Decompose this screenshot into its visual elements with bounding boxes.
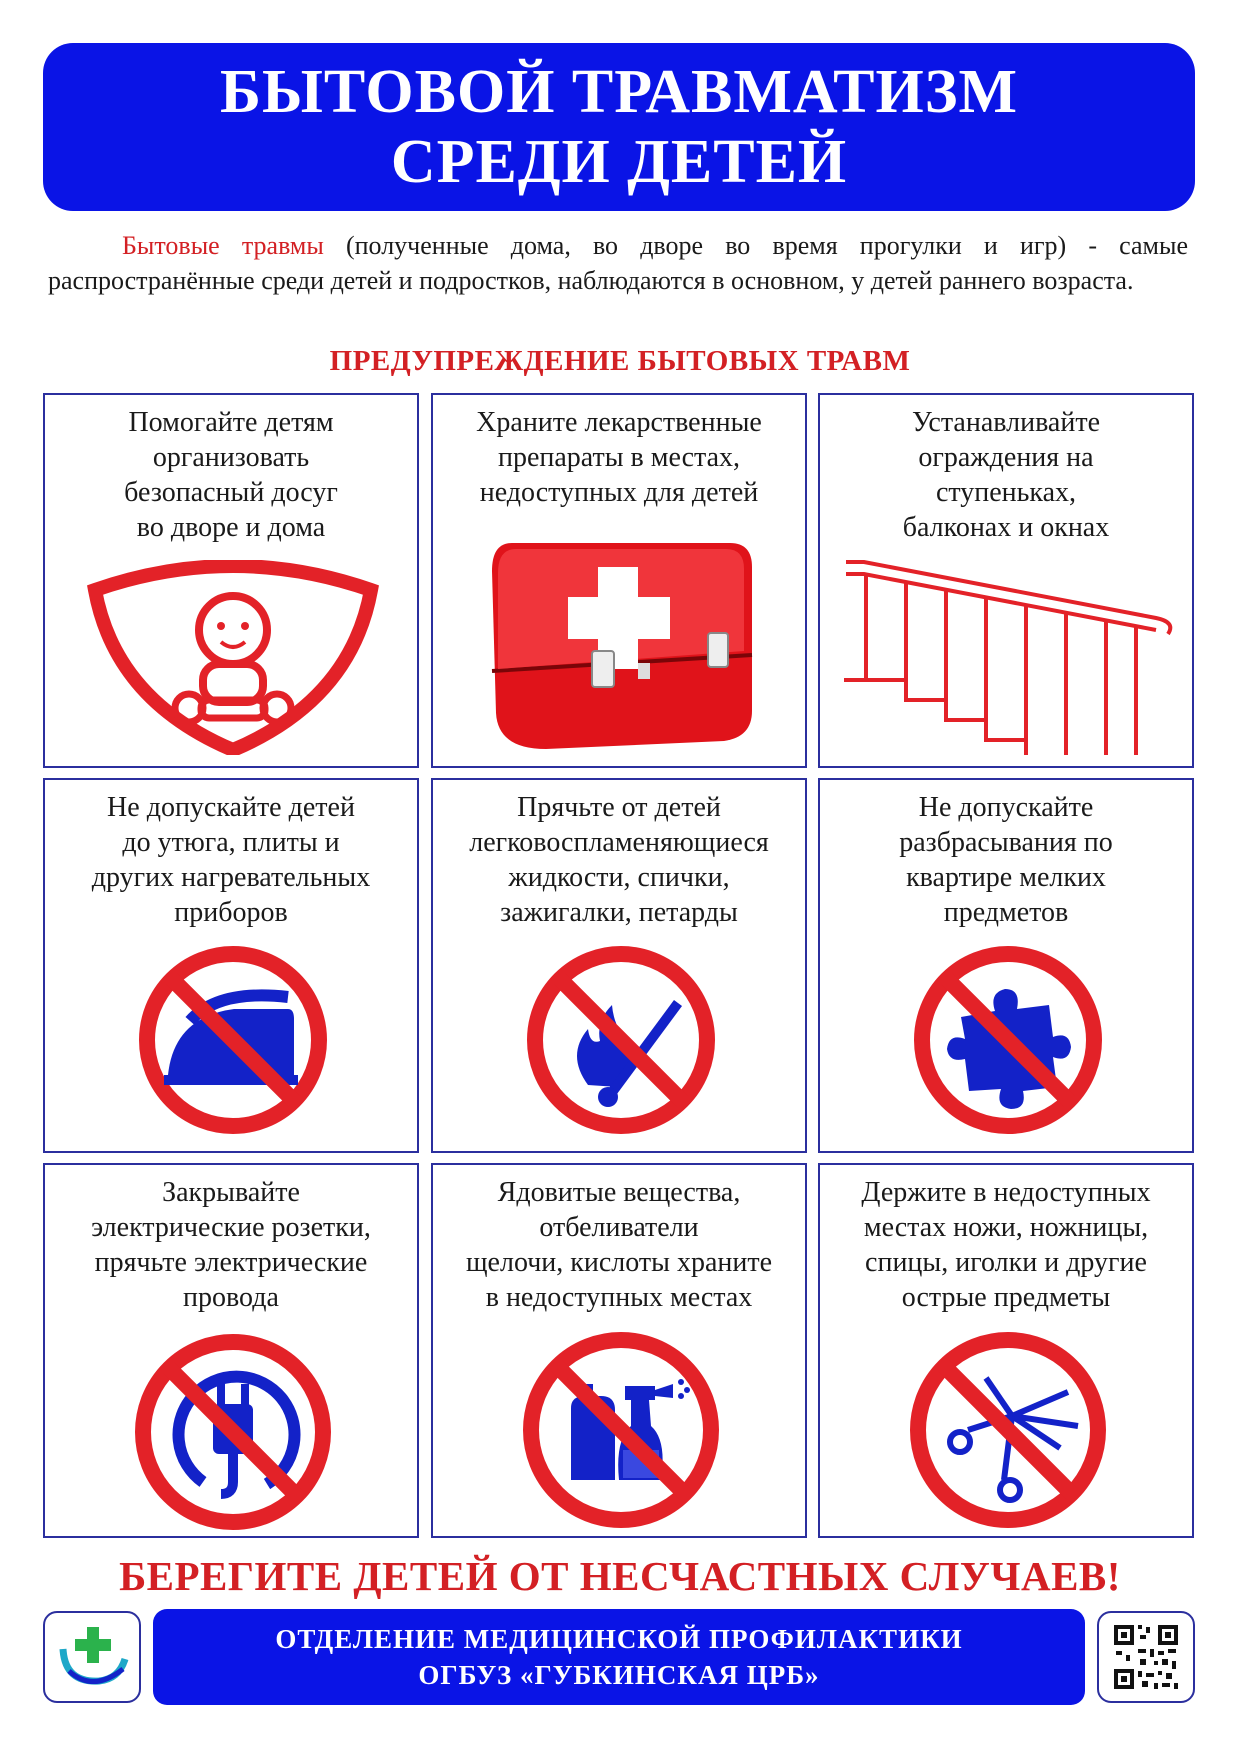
card-text: Храните лекарственные препараты в местах, недоступных для детей <box>476 407 762 508</box>
card-electric-sockets <box>43 1163 419 1538</box>
no-chemicals-icon <box>521 1330 721 1530</box>
card-flammables <box>431 778 807 1153</box>
no-iron-icon <box>138 945 328 1135</box>
card-small-objects <box>818 778 1194 1153</box>
footer-banner <box>153 1609 1085 1705</box>
no-electric-plug-icon <box>133 1332 333 1532</box>
logo <box>43 1611 141 1703</box>
card-text: Закрывайте электрические розетки, прячьте электрические провода <box>91 1177 371 1313</box>
qr-code-icon <box>1099 1613 1193 1701</box>
closing-slogan: БЕРЕГИТЕ ДЕТЕЙ ОТ НЕСЧАСТНЫХ СЛУЧАЕВ! <box>119 1553 1121 1599</box>
card-text: Не допускайте разбрасывания по квартире мелких предметов <box>899 792 1113 928</box>
stair-railing-icon <box>836 550 1180 755</box>
card-sharp-objects <box>818 1163 1194 1538</box>
card-poisons <box>431 1163 807 1538</box>
title-banner <box>43 43 1195 211</box>
card-heating-devices <box>43 778 419 1153</box>
section-heading: ПРЕДУПРЕЖДЕНИЕ БЫТОВЫХ ТРАВМ <box>329 345 911 377</box>
card-railings <box>818 393 1194 768</box>
card-text: Держите в недоступных местах ножи, ножницы, спицы, иголки и другие острые предметы <box>861 1177 1151 1313</box>
no-matches-icon <box>526 945 716 1135</box>
card-text: Не допускайте детей до утюга, плиты и других нагревательных приборов <box>91 792 371 928</box>
title-line-1: БЫТОВОЙ ТРАВМАТИЗМ <box>219 58 1019 126</box>
title-line-2: СРЕДИ ДЕТЕЙ <box>390 128 848 196</box>
medical-logo-icon <box>45 1613 139 1701</box>
no-sharp-objects-icon <box>908 1330 1108 1530</box>
first-aid-kit-icon <box>476 523 766 755</box>
card-text: Прячьте от детей легковоспламеняющиеся жидкости, спички, зажигалки, петарды <box>469 792 769 928</box>
card-text: Помогайте детям организовать безопасный досуг во дворе и дома <box>124 407 338 543</box>
card-medicines <box>431 393 807 768</box>
intro-paragraph <box>48 228 1188 298</box>
intro-highlight: Бытовые травмы <box>122 231 324 260</box>
no-small-parts-icon <box>913 945 1103 1135</box>
card-text: Устанавливайте ограждения на ступеньках, балконах и окнах <box>902 407 1110 543</box>
qr-code[interactable] <box>1097 1611 1195 1703</box>
footer-line-2: ОГБУЗ «ГУБКИНСКАЯ ЦРБ» <box>418 1660 820 1690</box>
footer-line-1: ОТДЕЛЕНИЕ МЕДИЦИНСКОЙ ПРОФИЛАКТИКИ <box>275 1624 963 1654</box>
intro-text: (полученные дома, во дворе во время прогулки и игр) - самые распространённые среди детей и подростков, наблюдаются в основном, у детей раннего возраста. <box>48 231 1188 295</box>
card-text: Ядовитые вещества, отбеливатели щелочи, кислоты храните в недоступных местах <box>465 1177 773 1313</box>
card-safe-leisure <box>43 393 419 768</box>
child-shield-icon <box>83 560 383 755</box>
